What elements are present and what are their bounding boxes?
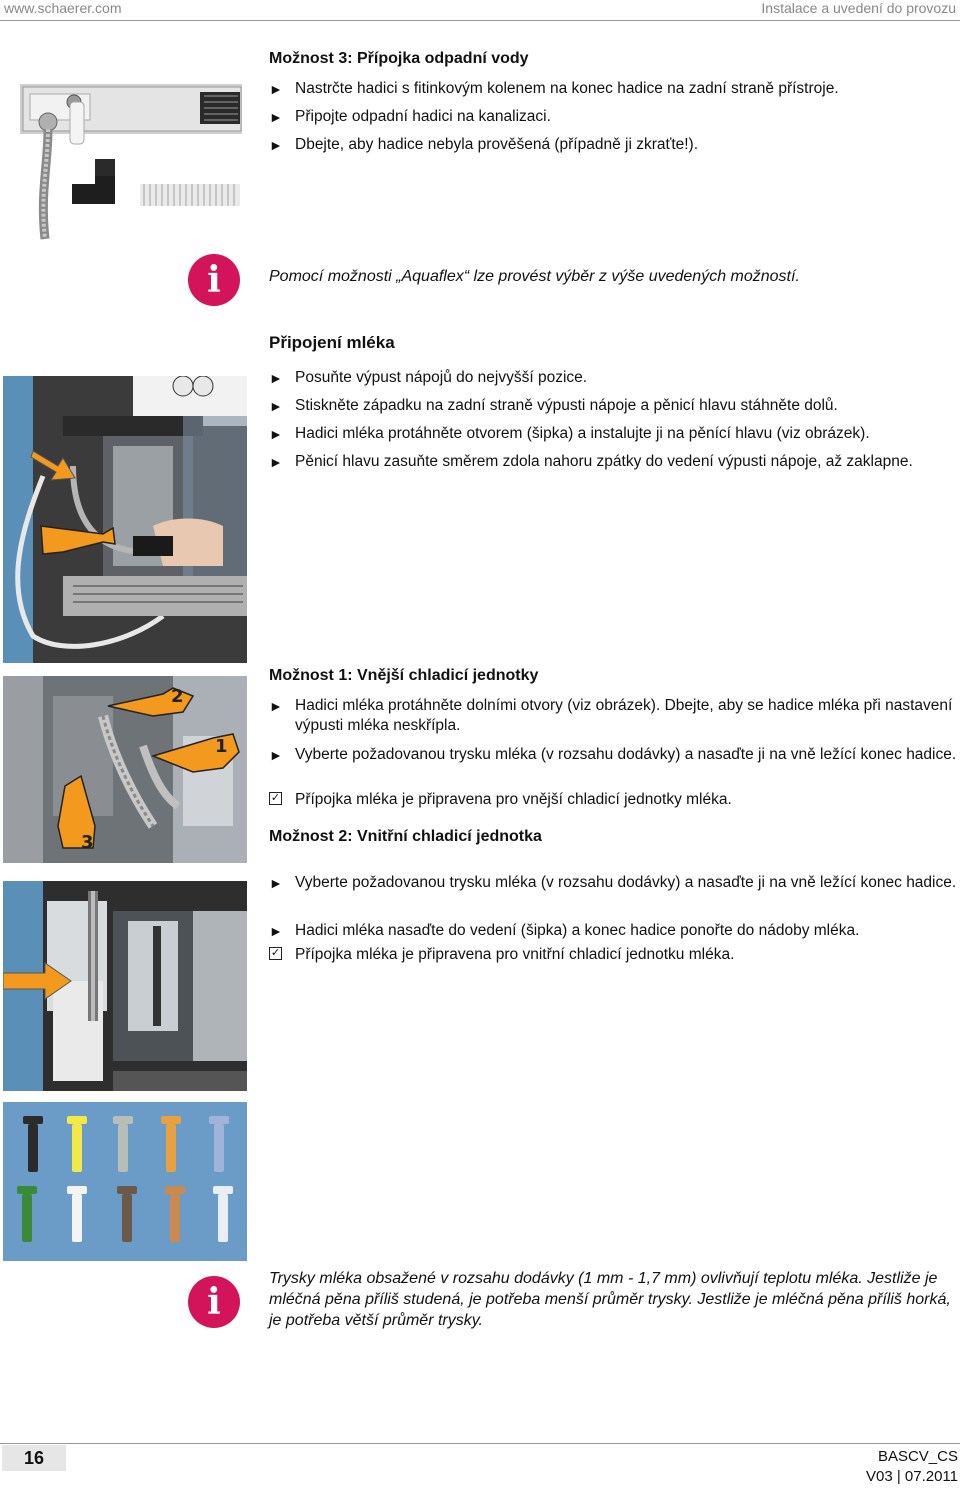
bullet-arrow-icon: ► [269,81,283,97]
waste-title: Možnost 3: Přípojka odpadní vody [269,50,529,67]
list-item: ► Posuňte výpust nápojů do nejvyšší pozice. [269,369,588,386]
result-item: ✓ Přípojka mléka je připravena pro vnitřní chladicí jednotku mléka. [270,946,735,963]
external-cooling-photo [3,676,247,863]
header-divider [0,20,960,21]
waste-hose-photo [20,84,242,244]
bullet-arrow-icon: ► [269,454,283,470]
option1-title: Možnost 1: Vnější chladicí jednotky [269,667,539,684]
list-item: ► Vyberte požadovanou trysku mléka (v rozsahu dodávky) a nasaďte ji na vně ležící konec hadice. [269,874,957,891]
bullet-arrow-icon: ► [269,698,283,714]
option2-title: Možnost 2: Vnitřní chladicí jednotka [269,828,542,845]
list-item: ► Vyberte požadovanou trysku mléka (v rozsahu dodávky) a nasaďte ji na vně ležící konec hadice. [269,746,957,763]
bullet-arrow-icon: ► [269,923,283,939]
list-item: ► Stiskněte západku na zadní straně výpusti nápoje a pěnicí hlavu stáhněte dolů. [269,397,838,414]
list-item: ► Dbejte, aby hadice nebyla prověšená (případně ji zkraťte!). [269,136,699,153]
footer-divider [0,1443,960,1444]
info-icon: i [188,254,240,306]
list-item: ► Hadici mléka nasaďte do vedení (šipka) a konec hadice ponořte do nádoby mléka. [269,922,860,939]
info-note: Pomocí možnosti „Aquaflex“ lze provést výběr z výše uvedených možností. [269,268,800,285]
milk-title: Připojení mléka [269,333,395,352]
bullet-arrow-icon: ► [269,426,283,442]
info-note: Trysky mléka obsažené v rozsahu dodávky (1 mm - 1,7 mm) ovlivňují teplotu mléka. Jestliže je mléčná pěna příliš studená, je potřeba menší průměr trysky. Jestliže je mléčná pěna příliš horká, je potřeba větší průměr trysky. [269,1270,951,1329]
document-id: BASCV_CS [877,1448,958,1465]
list-item: ► Připojte odpadní hadici na kanalizaci. [269,108,551,125]
internal-cooling-photo [3,881,247,1091]
bullet-arrow-icon: ► [269,875,283,891]
list-item: ► Hadici mléka protáhněte dolními otvory (viz obrázek). Dbejte, aby se hadice mléka při nastavení výpusti mléka neskřípla. [269,697,953,734]
website-link[interactable]: www.schaerer.com [4,0,122,16]
bullet-arrow-icon: ► [269,747,283,763]
page-number: 16 [2,1445,66,1471]
bullet-arrow-icon: ► [269,398,283,414]
callout-number-2: 2 [171,686,184,707]
document-version: V03 | 07.2011 [865,1468,958,1485]
result-item: ✓ Přípojka mléka je připravena pro vnější chladicí jednotky mléka. [270,791,732,808]
callout-number-1: 1 [215,736,228,757]
bullet-arrow-icon: ► [269,137,283,153]
list-item: ► Pěnicí hlavu zasuňte směrem zdola nahoru zpátky do vedení výpusti nápoje, až zaklapne. [269,453,913,470]
bullet-arrow-icon: ► [269,109,283,125]
milk-frother-photo [3,376,247,663]
list-item: ► Hadici mléka protáhněte otvorem (šipka) a instalujte ji na pěnící hlavu (viz obrázek). [269,425,870,442]
milk-nozzles-photo [3,1102,247,1261]
checkbox-icon: ✓ [270,947,281,959]
checkbox-icon: ✓ [270,792,281,804]
callout-number-3: 3 [81,832,94,853]
info-icon: i [188,1276,240,1328]
section-title: Instalace a uvedení do provozu [761,0,956,16]
bullet-arrow-icon: ► [269,370,283,386]
list-item: ► Nastrčte hadici s fitinkovým kolenem na konec hadice na zadní straně přístroje. [269,80,839,97]
